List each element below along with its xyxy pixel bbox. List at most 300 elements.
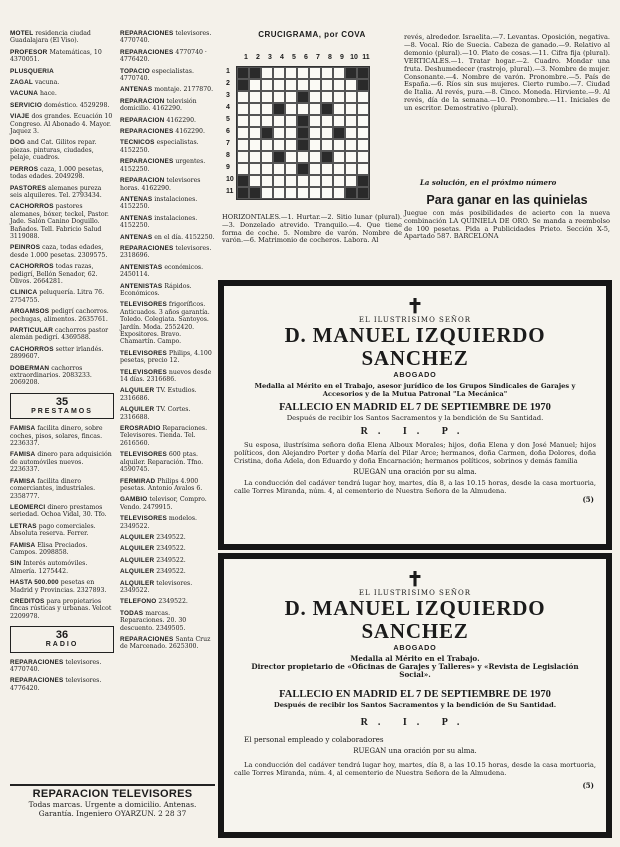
classified-heading: ZAGAL	[10, 79, 34, 87]
classified-text: económicos. 2450114.	[120, 263, 204, 279]
crossword-cell	[345, 91, 357, 103]
crossword-cell	[273, 79, 285, 91]
obituary-profession: ABOGADO	[393, 643, 437, 652]
quinielas-advert	[404, 193, 610, 241]
classified-text: dinero para adquisición de automóviles nuevos. 2236337.	[10, 451, 112, 474]
classified-heading: ANTENISTAS	[120, 263, 163, 271]
crossword-cell	[261, 115, 273, 127]
crossword-cell	[333, 163, 345, 175]
classified-ad	[120, 515, 215, 530]
classified-text: 600 ptas. alquiler. Reparación. Tfno. 4590745.	[120, 451, 204, 474]
obituary-positions: Medalla al Mérito en el Trabajo, asesor jurídico de los Grupos Sindicales de Garajes y Accesorios y de la Mutua Patronal "La Mecánica"	[254, 382, 576, 398]
crossword-cell	[273, 67, 285, 79]
classified-heading: TELEFONO	[120, 598, 157, 606]
obituary-sacraments: Después de recibir los Santos Sacramentos y la bendición de Su Santidad.	[273, 701, 557, 709]
crossword-cell	[321, 115, 333, 127]
crossword-row-numbers: 1 2 3 4 5 6 7 8 9 10 11	[226, 68, 234, 195]
crossword-cell	[309, 175, 321, 187]
crossword-cell	[321, 187, 333, 199]
crossword-cell	[261, 163, 273, 175]
obituary-ref-number: (5)	[582, 495, 594, 505]
crossword-cell	[345, 103, 357, 115]
crossword-cell	[285, 187, 297, 199]
classified-ad	[10, 30, 114, 45]
classified-heading: CACHORROS	[10, 345, 54, 353]
classified-heading: REPARACIONES	[120, 30, 174, 37]
classified-text: TV. Estudios. 2316686.	[120, 387, 197, 402]
classified-ad	[10, 659, 114, 674]
classified-heading: TELEVISORES	[120, 451, 167, 459]
crossword-block	[222, 30, 402, 39]
classified-heading: REPARACION	[120, 177, 165, 185]
crossword-cell	[249, 115, 261, 127]
classified-ad	[120, 425, 215, 447]
classified-ad	[120, 545, 215, 552]
crossword-cell	[309, 103, 321, 115]
classified-heading: REPARACIONES	[120, 636, 174, 643]
section-number: 35	[55, 395, 69, 408]
crossword-cell	[261, 91, 273, 103]
crossword-horizontales: HORIZONTALES.—1. Hurtar.—2. Sitio lunar (plural).—3. Donzelado atrevido. Tranquilo.—4. Que tiene forma de coche. 5. Nombre de varón. Nombre de varón.—6. Matrimonio de cocheros. Labora. Al	[222, 213, 402, 245]
crossword-black-cell	[273, 151, 285, 163]
classified-text: pastores alemanes, bóxer, teckel, Pastor. Jade. Salón Canino Doguillo. Bañados. Tell. Fabricio Salud 3119088.	[10, 203, 109, 240]
classified-ad	[10, 49, 114, 64]
classified-text: 4162290.	[175, 128, 205, 136]
crossword-cell	[309, 115, 321, 127]
classified-text: pago comerciales. Absoluta reserva. Ferrer.	[10, 522, 96, 538]
crossword-cell	[273, 139, 285, 151]
classified-ad	[120, 30, 215, 45]
crossword-cell	[297, 103, 309, 115]
crossword-cell	[345, 127, 357, 139]
obituary-rip: R. I. P.	[360, 426, 470, 437]
crossword-cell	[321, 79, 333, 91]
classified-text: residencia ciudad Guadalajara (El Viso).	[10, 30, 91, 45]
classified-text: instalaciones. 4152250.	[120, 214, 198, 230]
classified-text: montaje. 2177870.	[154, 86, 214, 94]
classified-ad	[120, 301, 215, 345]
classified-ad	[10, 139, 114, 161]
crossword-cell	[285, 115, 297, 127]
classified-text: televisores. 4770740.	[10, 658, 102, 673]
crossword-cell	[273, 187, 285, 199]
classified-heading: PARTICULAR	[10, 327, 54, 334]
classified-heading: PEINROS	[10, 244, 41, 252]
crossword-column-numbers: 1 2 3 4 5 6 7 8 9 10 11	[244, 54, 370, 61]
advert-text: Todas marcas. Urgente a domicilio. Antenas. Garantía. Ingeniero OYARZUN. 2 28 37	[28, 800, 197, 818]
classified-text: Matemáticas, 10 4370051.	[10, 48, 102, 64]
classified-text: dinero prestamos seriedad. Ochoa Vidal, 30. Tfo.	[10, 503, 107, 519]
classified-ad	[120, 387, 215, 402]
crossword-cell	[357, 127, 369, 139]
classified-heading: TELEVISORES	[120, 368, 167, 376]
classified-heading: PROFESOR	[10, 48, 48, 56]
classified-ad	[120, 534, 215, 541]
crossword-cell	[357, 139, 369, 151]
crossword-cell	[249, 163, 261, 175]
crossword-cell	[285, 103, 297, 115]
obituary-death-date: FALLECIO EN MADRID EL 7 DE SEPTIEMBRE DE 1970	[279, 689, 551, 700]
crossword-cell	[333, 79, 345, 91]
classified-heading: MOTEL	[10, 30, 34, 37]
crossword-black-cell	[249, 187, 261, 199]
classified-text: especialistas. 4770740.	[120, 67, 194, 83]
classified-heading: REPARACION	[120, 116, 165, 124]
crossword-cell	[333, 115, 345, 127]
classified-text: 4770740 · 4776420.	[120, 48, 207, 64]
classified-ad	[10, 263, 114, 285]
crossword-cell	[321, 67, 333, 79]
classified-text: televisores. 4770740.	[120, 30, 212, 45]
classified-heading: TELEVISORES	[120, 349, 167, 357]
classified-heading: VACUNA	[10, 90, 39, 98]
crossword-cell	[261, 139, 273, 151]
obituary-notice-1	[218, 280, 612, 550]
classified-ad	[120, 369, 215, 384]
classified-text: peluquería. Litra 76. 2754755.	[10, 289, 105, 304]
classified-ad	[10, 166, 114, 181]
crossword-black-cell	[333, 127, 345, 139]
classified-text: and Cat. Gilitos repar. piezas. pinturas, ciudades, pelaje, cuadros.	[10, 139, 97, 162]
classified-ad	[120, 568, 215, 575]
crossword-cell	[297, 175, 309, 187]
classified-ad	[10, 542, 114, 557]
classified-text: televisores. 2318696.	[120, 244, 212, 260]
crossword-black-cell	[297, 115, 309, 127]
crossword-cell	[297, 187, 309, 199]
classified-ad	[10, 79, 114, 86]
classified-heading: ANTENISTAS	[120, 282, 163, 290]
classified-text: nuevos desde 14 días. 2316686.	[120, 368, 212, 384]
crossword-cell	[321, 139, 333, 151]
crossword-black-cell	[357, 187, 369, 199]
crossword-cell	[237, 103, 249, 115]
classified-text: caza, todas edades, desde 1.000 pesetas. 2309575.	[10, 244, 108, 259]
crossword-black-cell	[357, 175, 369, 187]
classified-ad	[120, 598, 215, 605]
crossword-cell	[285, 79, 297, 91]
crossword-cell	[345, 79, 357, 91]
crossword-cell	[249, 139, 261, 151]
classified-ad	[10, 365, 114, 387]
classified-ad	[120, 68, 215, 83]
crossword-cell	[237, 127, 249, 139]
obituary-profession: ABOGADO	[393, 370, 437, 379]
obituary-name: D. MANUEL IZQUIERDO SANCHEZ	[284, 323, 546, 370]
crossword-cell	[309, 151, 321, 163]
classified-heading: CREDITOS	[10, 597, 45, 605]
classified-heading: TOPACIO	[120, 67, 150, 75]
crossword-cell	[309, 127, 321, 139]
classified-text: televisores. 4776420.	[10, 677, 102, 692]
obituary-honorific: EL ILUSTRISIMO SEÑOR	[358, 589, 472, 597]
classified-heading: PLUSQUERIA	[10, 67, 54, 75]
classified-text: frigoríficos. Anticuados. 3 años garantía. Toledo. Colegiata. Santoyos. Jardín. Moda. 2552420. Expositores. Bravo. Chamartín. Campo.	[120, 301, 210, 346]
classified-ad	[120, 158, 215, 173]
crossword-cell	[309, 67, 321, 79]
classifieds-column-2	[120, 30, 215, 655]
obituary-prayer-request: RUEGAN una oración por su alma.	[353, 468, 477, 477]
crossword-cell	[297, 67, 309, 79]
classified-text: hace.	[40, 90, 57, 98]
classified-ad	[10, 203, 114, 240]
crossword-cell	[357, 115, 369, 127]
classified-ad	[120, 350, 215, 365]
classified-ad	[10, 68, 114, 75]
crossword-grid	[236, 66, 370, 200]
classified-heading: ANTENAS	[120, 214, 153, 222]
classified-ad	[120, 139, 215, 154]
classified-heading: LEOMERCI	[10, 503, 46, 511]
classified-ad	[120, 49, 215, 64]
crossword-black-cell	[273, 103, 285, 115]
crossword-cell	[333, 187, 345, 199]
classified-ad	[120, 496, 215, 511]
advert-title: REPARACION TELEVISORES	[10, 784, 215, 800]
crossword-cell	[249, 151, 261, 163]
obituary-staff: El personal empleado y colaboradores	[244, 735, 384, 744]
obituary-family: Su esposa, ilustrísima señora doña Elena Alboux Morales; hijos, doña Elena y don José Manuel; hijos políticos, don Alejandro Porter y doña María del Pilar Arce; hermanos, doña Carmen, doña Dolores, doña Cristina, doña Adela, don Eduardo y doña Encarnación; hermanos políticos, sobrinos y demás familia	[234, 441, 596, 466]
classified-heading: ALQUILER	[120, 579, 155, 587]
classified-text: pedigrí cachorros. pechugas, alimentos. 2635761.	[10, 308, 109, 323]
crossword-cell	[333, 67, 345, 79]
crossword-cell	[261, 103, 273, 115]
classified-text: Santa Cruz de Marcenado. 2625300.	[120, 636, 211, 651]
crossword-cell	[237, 91, 249, 103]
classified-heading: TELEVISORES	[120, 515, 167, 523]
crossword-cell	[273, 175, 285, 187]
classified-heading: FERMIRAD	[120, 477, 156, 485]
classified-ad	[120, 451, 215, 473]
crossword-cell	[321, 127, 333, 139]
classified-heading: ARGAMSOS	[10, 308, 50, 316]
obituary-sacraments: Después de recibir los Santos Sacramentos y la bendición de Su Santidad.	[286, 414, 544, 422]
classified-heading: TECNICOS	[120, 139, 155, 147]
classified-heading: CACHORROS	[10, 203, 54, 211]
classified-text: Interés automóviles. Almería. 1275442.	[10, 560, 88, 575]
crossword-black-cell	[357, 79, 369, 91]
classified-heading: SIN	[10, 560, 22, 568]
classified-text: 2349522.	[156, 545, 186, 553]
classified-heading: TELEVISORES	[120, 301, 167, 309]
crossword-black-cell	[261, 127, 273, 139]
classified-ad	[10, 677, 114, 692]
classified-heading: CLINICA	[10, 289, 38, 297]
cross-icon: ✝	[406, 567, 424, 591]
classified-ad	[120, 128, 215, 135]
crossword-cell	[357, 103, 369, 115]
crossword-black-cell	[357, 67, 369, 79]
classified-heading: FAMISA	[10, 477, 36, 485]
classified-ad	[10, 289, 114, 304]
classified-text: modelos. 2349522.	[120, 515, 197, 530]
classified-text: para propietarios fincas rústicas y urbanas. Velcot 2209978.	[10, 597, 112, 620]
crossword-cell	[285, 151, 297, 163]
crossword-cell	[237, 139, 249, 151]
classified-heading: LETRAS	[10, 522, 37, 530]
crossword-definitions: revés, alrededor. Israelita.—7. Levantas. Oposición, negativa.—8. Vocal. Río de Suecia. Cabeza de ganado.—9. Relativo al demonio (plural).—10. Plato de cosas.—11. Cifra fija (plural). VERTICALES.—1. Tratar hogar.—2. Cuadro. Mondar una fruta. Deshumedecer (rastrojo, plural).—3. Nombre de mujer. Consonante.—4. Nombre de varón. Pronombre.—5. País de España.—6. Ríos sin sus mujeres. Cierto rumbo.—7. Ciudad de Italia. Al revés, pura.—8. Cinco. Moneda. Hirviente.—9. Al revés, día de la semana.—10. Pronombre.—11. Iniciales de un escritor. Demostrativo (plural).	[404, 33, 610, 113]
classified-ad	[120, 557, 215, 564]
classified-ad	[10, 90, 114, 97]
classified-ad	[120, 636, 215, 651]
crossword-black-cell	[237, 175, 249, 187]
classified-ad	[10, 451, 114, 473]
classified-heading: EROSRADIO	[120, 425, 161, 433]
crossword-cell	[309, 139, 321, 151]
section-number: 36	[55, 629, 69, 642]
classified-ad	[10, 346, 114, 361]
crossword-cell	[345, 151, 357, 163]
classified-ad	[10, 185, 114, 200]
crossword-cell	[261, 79, 273, 91]
classified-text: setter irlandés. 2899607.	[10, 345, 104, 361]
crossword-black-cell	[297, 139, 309, 151]
classified-text: en el día. 4152250.	[154, 233, 215, 241]
quinielas-title: Para ganar en las quinielas	[426, 193, 588, 207]
obituary-prayer-request: RUEGAN una oración por su alma.	[353, 747, 477, 756]
crossword-cell	[261, 175, 273, 187]
crossword-cell	[285, 139, 297, 151]
crossword-cell	[237, 163, 249, 175]
crossword-cell	[309, 187, 321, 199]
classified-heading: FAMISA	[10, 541, 36, 549]
crossword-cell	[261, 67, 273, 79]
classified-text: vacuna.	[34, 79, 60, 87]
crossword-cell	[249, 79, 261, 91]
classified-ad	[10, 523, 114, 538]
classified-text: Philips 4.900 pesetas. Antonio Avalos 6.	[120, 477, 203, 492]
crossword-cell	[345, 115, 357, 127]
classified-ad	[120, 406, 215, 421]
section-title: RADIO	[45, 641, 79, 649]
classified-ad	[120, 215, 215, 230]
crossword-cell	[321, 91, 333, 103]
crossword-cell	[273, 163, 285, 175]
crossword-cell	[345, 139, 357, 151]
crossword-black-cell	[345, 187, 357, 199]
classified-text: 4162290.	[166, 116, 196, 124]
classified-ad	[10, 102, 114, 109]
crossword-cell	[309, 79, 321, 91]
classified-text: televisores horas. 4162290.	[120, 177, 201, 192]
classified-heading: ALQUILER	[120, 568, 155, 576]
classified-text: cachorros pastor alemán pedigrí. 4369588.	[10, 327, 109, 342]
crossword-cell	[333, 103, 345, 115]
classified-ad	[10, 425, 114, 447]
classified-heading: ALQUILER	[120, 533, 155, 541]
crossword-cell	[297, 151, 309, 163]
quinielas-text: Juegue con más posibilidades de acierto con la nueva combinación LA QUINIELA DE ORO. Se manda a reembolso de 100 pesetas. Pida a Publicidades Prieto. Sección X-5, Apartado 587. BARCELONA	[404, 209, 610, 241]
classified-heading: TODAS	[120, 609, 144, 617]
classified-ad	[10, 560, 114, 575]
crossword-black-cell	[321, 151, 333, 163]
classified-ad	[120, 98, 215, 113]
classified-text: pesetas en Madrid y Provincias. 2327893.	[10, 579, 107, 594]
crossword-cell	[285, 163, 297, 175]
classified-text: 2349522.	[156, 568, 186, 576]
classified-ad	[120, 245, 215, 260]
crossword-title: CRUCIGRAMA, por COVA	[258, 30, 366, 39]
classified-ad	[120, 264, 215, 279]
crossword-black-cell	[321, 103, 333, 115]
classified-text: todas razas, pedigrí, Bellón Senador, 62. Olivos. 2664281.	[10, 263, 98, 285]
classified-text: TV. Cortes. 2316688.	[120, 406, 191, 421]
classified-heading: ANTENAS	[120, 233, 153, 241]
crossword-cell	[285, 127, 297, 139]
classified-ad	[120, 196, 215, 211]
classified-ad	[120, 610, 215, 632]
crossword-black-cell	[237, 187, 249, 199]
classified-ad	[120, 177, 215, 192]
obituary-funeral-details: La conducción del cadáver tendrá lugar hoy, martes, día 8, a las 10.15 horas, desde la casa mortuoria, calle Torres Miranda, núm. 4, al cementerio de Nuestra Señora de la Almudena.	[234, 761, 596, 778]
classified-heading: DOG	[10, 139, 26, 147]
crossword-cell	[273, 127, 285, 139]
classified-ad	[120, 86, 215, 93]
classified-heading: ALQUILER	[120, 387, 155, 395]
obituary-honorific: EL ILUSTRISIMO SEÑOR	[358, 316, 472, 324]
classified-heading: CACHORROS	[10, 263, 54, 271]
crossword-cell	[333, 91, 345, 103]
classified-ad	[10, 504, 114, 519]
classified-text: facilita dinero, sobre coches, pisos, solares, fincas. 2236337.	[10, 425, 103, 448]
classified-ad	[10, 327, 114, 342]
crossword-cell	[273, 115, 285, 127]
crossword-cell	[285, 175, 297, 187]
classified-ad	[120, 478, 215, 493]
classified-text: 2349522.	[156, 533, 186, 541]
crossword-black-cell	[297, 91, 309, 103]
crossword-cell	[333, 139, 345, 151]
crossword-cell	[285, 67, 297, 79]
crossword-cell	[309, 163, 321, 175]
crossword-cell	[261, 187, 273, 199]
obituary-positions: Director propietario de «Oficinas de Garajes y Talleres» y «Revista de Legislación Social».	[251, 662, 579, 679]
classified-ad	[120, 580, 215, 595]
classified-text: 2349522.	[156, 556, 186, 564]
obituary-ref-number: (5)	[582, 781, 594, 791]
classified-ad	[10, 478, 114, 500]
classified-heading: GAMBIO	[120, 496, 148, 504]
classified-ad	[10, 598, 114, 620]
classified-heading: ANTENAS	[120, 195, 153, 203]
obituary-rip: R. I. P.	[360, 717, 470, 728]
classifieds-column-1	[10, 30, 114, 696]
classified-heading: SERVICIO	[10, 101, 43, 109]
classified-ad	[10, 244, 114, 259]
classified-heading: ANTENAS	[120, 86, 153, 94]
classified-heading: FAMISA	[10, 425, 36, 433]
classified-heading: REPARACIONES	[10, 658, 64, 666]
obituary-notice-2	[218, 553, 612, 838]
classified-ad	[10, 579, 114, 594]
obituary-medal: Medalla al Mérito en el Trabajo.	[350, 654, 480, 663]
classified-text: facilita dinero comerciantes, industriales. 2358777.	[10, 477, 96, 500]
classified-text: urgentes. 4152250.	[120, 158, 206, 173]
classified-ad	[120, 283, 215, 298]
classified-ad	[120, 234, 215, 241]
classified-heading: ALQUILER	[120, 556, 155, 564]
crossword-cell	[237, 115, 249, 127]
crossword-cell	[321, 163, 333, 175]
classified-heading: PASTORES	[10, 184, 47, 192]
classified-text: doméstico. 4529298.	[44, 101, 110, 109]
classified-ad	[10, 308, 114, 323]
obituary-death-date: FALLECIO EN MADRID EL 7 DE SEPTIEMBRE DE 1970	[279, 402, 551, 413]
crossword-cell	[321, 175, 333, 187]
classified-text: 2349522.	[158, 598, 188, 606]
classified-text: Philips, 4.100 pesetas, precio 12.	[120, 349, 212, 365]
advert-reparacion-televisores	[10, 784, 215, 818]
